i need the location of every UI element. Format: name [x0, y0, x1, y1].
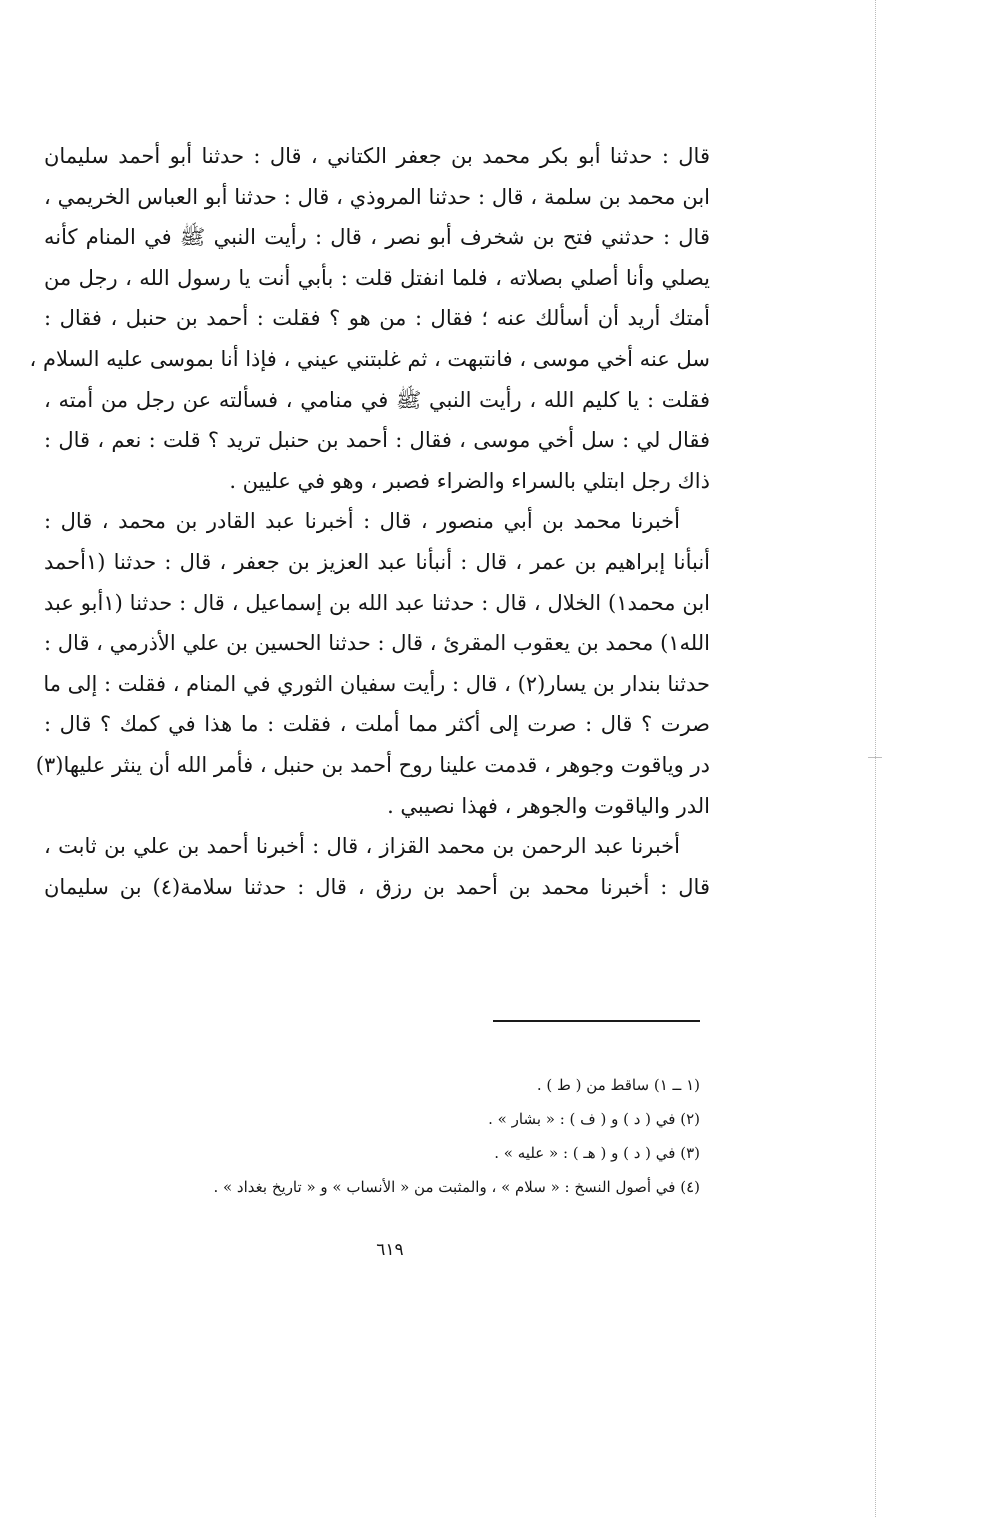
text-line: الدر والياقوت والجوهر ، فهذا نصيبي . — [387, 793, 710, 818]
footnote: (٣) في ( د ) و ( هـ ) : « عليه » . — [494, 1144, 700, 1162]
footnote: (١ ــ ١) ساقط من ( ط ) . — [536, 1076, 700, 1094]
text-line: أمتك أريد أن أسألك عنه ؛ فقال : من هو ؟ فقلت : أحمد بن حنبل ، فقال : — [44, 306, 710, 331]
text-line: الله١) محمد بن يعقوب المقرئ ، قال : حدثنا الحسين بن علي الأذرمي ، قال : — [44, 631, 710, 656]
page-number: ٦١٩ — [376, 1240, 404, 1260]
text-line: ذاك رجل ابتلي بالسراء والضراء فصبر ، وهو في عليين . — [229, 468, 710, 493]
text-line: ابن محمد بن سلمة ، قال : حدثنا المروذي ، قال : حدثنا أبو العباس الخريمي ، — [44, 184, 710, 209]
text-line: در وياقوت وجوهر ، قدمت علينا روح أحمد بن حنبل ، فأمر الله أن ينثر عليها(٣) — [35, 752, 710, 777]
main-text-block — [29, 136, 710, 907]
text-line: صرت ؟ قال : صرت إلى أكثر مما أملت ، فقلت : ما هذا في كمك ؟ قال : — [44, 712, 710, 737]
text-line: يصلي وأنا أصلي بصلاته ، فلما انفتل قلت : بأبي أنت يا رسول الله ، رجل من — [44, 265, 710, 290]
footnote-divider — [493, 1020, 700, 1022]
text-line: قال : أخبرنا محمد بن أحمد بن رزق ، قال : حدثنا سلامة(٤) بن سليمان — [44, 874, 710, 899]
footnote: (٢) في ( د ) و ( ف ) : « بشار » . — [488, 1110, 700, 1128]
footnote: (٤) في أصول النسخ : « سلام » ، والمثبت من « الأنساب » و « تاريخ بغداد » . — [213, 1178, 700, 1196]
text-line: قال : حدثنا أبو بكر محمد بن جعفر الكتاني ، قال : حدثنا أبو أحمد سليمان — [44, 144, 710, 168]
text-line: ابن محمد١) الخلال ، قال : حدثنا عبد الله بن إسماعيل ، قال : حدثنا (١أبو عبد — [44, 590, 710, 615]
scan-margin-tick — [868, 757, 882, 758]
text-line: سل عنه أخي موسى ، فانتبهت ، ثم غلبتني عيني ، فإذا أنا بموسى عليه السلام ، — [29, 346, 710, 371]
text-line: فقال لي : سل أخي موسى ، فقال : أحمد بن حنبل تريد ؟ قلت : نعم ، قال : — [44, 428, 710, 453]
text-line: أخبرنا محمد بن أبي منصور ، قال : أخبرنا عبد القادر بن محمد ، قال : — [44, 509, 680, 534]
text-line: أخبرنا عبد الرحمن بن محمد القزاز ، قال : أخبرنا أحمد بن علي بن ثابت ، — [44, 834, 680, 859]
text-line: فقلت : يا كليم الله ، رأيت النبي ﷺ في منامي ، فسألته عن رجل من أمته ، — [44, 387, 710, 412]
text-line: قال : حدثني فتح بن شخرف أبو نصر ، قال : رأيت النبي ﷺ في المنام كأنه — [44, 225, 710, 250]
footnotes — [150, 1068, 700, 1204]
scan-margin-line — [875, 0, 876, 1517]
text-line: أنبأنا إبراهيم بن عمر ، قال : أنبأنا عبد العزيز بن جعفر ، قال : حدثنا (١أحمد — [44, 549, 710, 574]
text-line: حدثنا بندار بن يسار(٢) ، قال : رأيت سفيان الثوري في المنام ، فقلت : إلى ما — [43, 671, 710, 696]
